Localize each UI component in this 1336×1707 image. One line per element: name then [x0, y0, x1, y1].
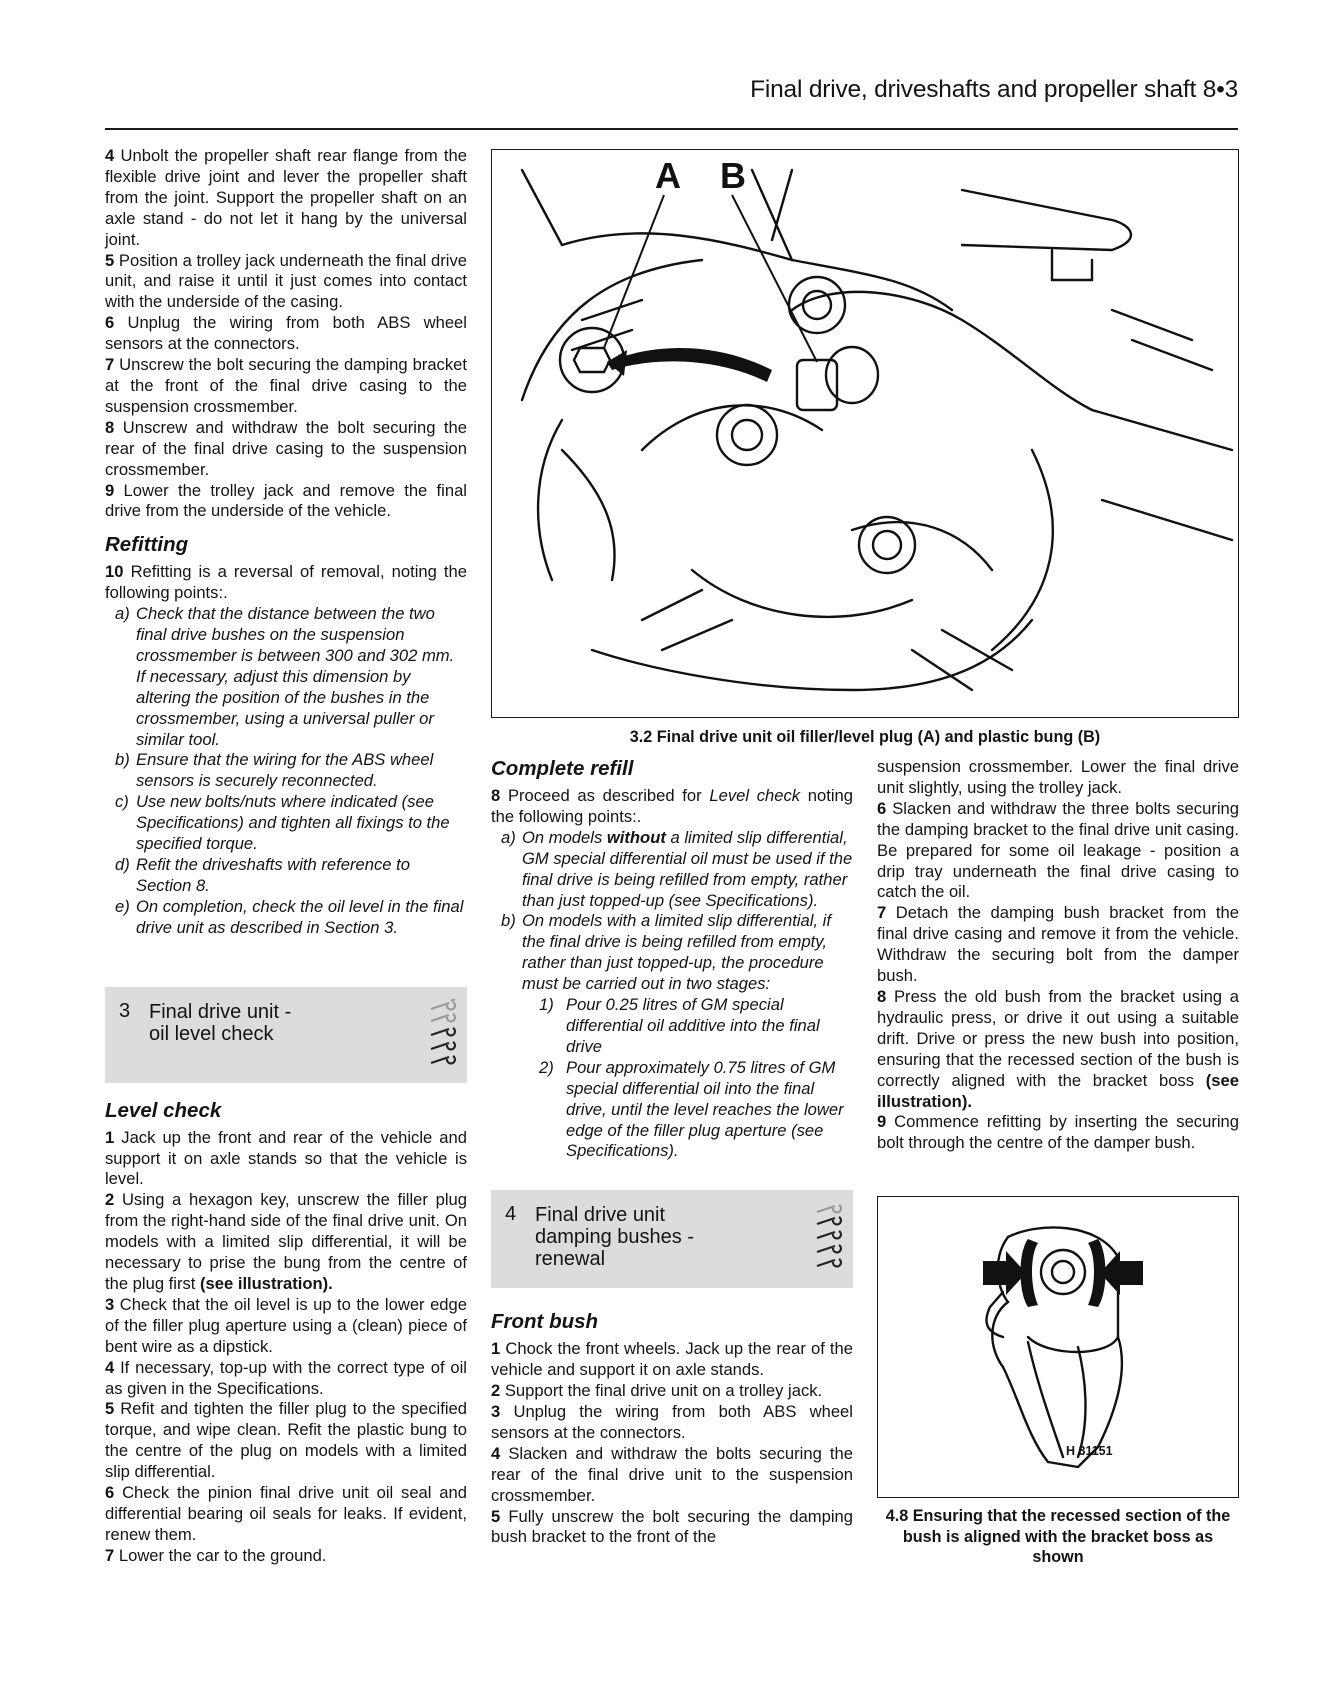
paragraph: 10 Refitting is a reversal of removal, noting the following points:.: [105, 562, 467, 603]
chapter-title: Final drive, driveshafts and propeller shaft: [750, 76, 1197, 103]
paragraph: 4 Unbolt the propeller shaft rear flange from the flexible drive joint and lever the propeller shaft from the joint. Support the propeller shaft on an axle stand - do not let it hang by the universal joint.: [105, 146, 467, 249]
section-4-box: [491, 1190, 853, 1288]
figure-3-2-caption: 3.2 Final drive unit oil filler/level plug (A) and plastic bung (B): [629, 728, 1101, 746]
paragraph: 2 Using a hexagon key, unscrew the filler plug from the right-hand side of the final drive unit. On models with a limited slip differential, it will be necessary to prise the bung from the centre of the plug first (see illustration).: [105, 1190, 467, 1293]
section-number: 4: [505, 1203, 517, 1226]
paragraph: 7 Detach the damping bush bracket from the final drive casing and remove it from the vehicle. Withdraw the securing bolt from the damper bush.: [877, 903, 1239, 986]
paragraph: 4 If necessary, top-up with the correct type of oil as given in the Specifications.: [105, 1357, 467, 1398]
list-item: e) On completion, check the oil level in the final drive unit as described in Section 3.: [115, 896, 464, 937]
header-title: [750, 76, 1238, 104]
paragraph: 1 Chock the front wheels. Jack up the rear of the vehicle and support it on axle stands.: [491, 1339, 853, 1380]
list-item: c) Use new bolts/nuts where indicated (see Specifications) and tighten all fixings to the specified torque.: [115, 792, 450, 854]
column-left: [105, 146, 467, 1567]
paragraph: 4 Slacken and withdraw the bolts securing the rear of the final drive unit to the suspension crossmember.: [491, 1443, 853, 1505]
figure-4-8-caption: 4.8 Ensuring that the recessed section of the bush is aligned with the bracket boss as shown: [885, 1507, 1231, 1566]
final-drive-illustration: [492, 150, 1238, 717]
paragraph: 5 Fully unscrew the bolt securing the damping bush bracket to the front of the: [491, 1506, 853, 1547]
refill-points-list: [491, 828, 853, 1163]
list-item: a) Check that the distance between the two final drive bushes on the suspension crossmember is between 300 and 302 mm. If necessary, adjust this dimension by altering the position of the bushes in the crossmember, using a universal puller or similar tool.: [115, 604, 455, 749]
level-check-steps: [105, 1128, 467, 1567]
stages-list: [491, 995, 853, 1162]
paragraph: 8 Unscrew and withdraw the bolt securing the rear of the final drive casing to the suspension crossmember.: [105, 417, 467, 479]
section-title: Final drive unit damping bushes - renewal: [535, 1204, 694, 1271]
paragraph: 6 Check the pinion final drive unit oil seal and differential bearing oil seals for leaks. If evident, renew them.: [105, 1483, 467, 1544]
damping-bush-illustration: [878, 1197, 1238, 1497]
label-b: B: [720, 155, 746, 196]
front-bush-steps: [491, 1339, 853, 1548]
figure-3-2: [491, 149, 1239, 718]
front-bush-heading: Front bush: [491, 1310, 599, 1334]
list-item: 1) Pour 0.25 litres of GM special differential oil additive into the final drive: [539, 995, 820, 1056]
list-item: a) On models without a limited slip differential, GM special differential oil must be used if the final drive is being refilled from empty, rather than just topped-up (see Specifications).: [501, 827, 853, 910]
difficulty-wrench-icon: [813, 1202, 843, 1272]
figure-code: H 31151: [1066, 1444, 1113, 1458]
list-item: b) On models with a limited slip differential, if the final drive is being refilled from empty, rather than just topped-up, the procedure must be carried out in two stages: 1) Pour 0.25 litres of GM special differential oil additive into the final drive 2) Pour approximately 0.75 litres of GM special differential oil into the final drive, until the level reaches the lower edge of the filler plug aperture (see Specifications).: [491, 911, 853, 1162]
list-item: 2) Pour approximately 0.75 litres of GM special differential oil into the final drive, until the level reaches the lower edge of the filler plug aperture (see Specifications).: [539, 1057, 844, 1161]
level-check-heading: Level check: [105, 1098, 222, 1122]
paragraph: 1 Jack up the front and rear of the vehicle and support it on axle stands so that the vehicle is level.: [105, 1127, 467, 1189]
refitting-points-list: [105, 604, 467, 939]
page-header: [105, 72, 1238, 130]
figure-4-8: [877, 1196, 1239, 1498]
paragraph: 5 Refit and tighten the filler plug to the specified torque, and wipe clean. Refit the plastic bung to the centre of the plug on models with a limited slip differential.: [105, 1399, 467, 1482]
paragraph: suspension crossmember. Lower the final drive unit slightly, using the trolley jack.: [877, 757, 1239, 797]
section-number: 3: [119, 999, 131, 1022]
section-title: Final drive unit - oil level check: [149, 1000, 292, 1045]
paragraph: 8 Press the old bush from the bracket using a hydraulic press, or drive it out using a suitable drift. Drive or press the new bush into position, ensuring that the recessed section of the bush is correctly aligned with the bracket boss (see illustration).: [877, 986, 1239, 1111]
removal-steps: [105, 146, 467, 522]
difficulty-wrench-icon: [427, 999, 457, 1069]
paragraph: 6 Slacken and withdraw the three bolts securing the damping bracket to the final drive unit casing. Be prepared for some oil leakage - position a drip tray underneath the final drive casing to catch the oil.: [877, 798, 1239, 902]
paragraph: 9 Lower the trolley jack and remove the final drive from the underside of the vehicle.: [105, 480, 467, 521]
list-item: b) Ensure that the wiring for the ABS wheel sensors is securely reconnected.: [115, 750, 434, 791]
paragraph: 3 Unplug the wiring from both ABS wheel sensors at the connectors.: [491, 1402, 853, 1442]
paragraph: 7 Lower the car to the ground.: [105, 1545, 327, 1565]
column-right: [877, 757, 1239, 1154]
paragraph: 6 Unplug the wiring from both ABS wheel sensors at the connectors.: [105, 313, 467, 354]
paragraph: 9 Commence refitting by inserting the securing bolt through the centre of the damper bush.: [877, 1112, 1239, 1153]
section-3-box: [105, 987, 467, 1083]
refitting-heading: Refitting: [105, 533, 189, 557]
paragraph: 7 Unscrew the bolt securing the damping bracket at the front of the final drive casing to the suspension crossmember.: [105, 355, 467, 416]
paragraph: 5 Position a trolley jack underneath the final drive unit, and raise it until it just comes into contact with the underside of the casing.: [105, 250, 467, 312]
list-item: d) Refit the driveshafts with reference to Section 8.: [115, 855, 410, 895]
page-number: 8•3: [1202, 76, 1238, 103]
paragraph: 3 Check that the oil level is up to the lower edge of the filler plug aperture using a (clean) piece of bent wire as a dipstick.: [105, 1294, 467, 1356]
paragraph: 2 Support the final drive unit on a trolley jack.: [491, 1381, 823, 1401]
column-middle: [491, 757, 853, 1548]
label-a: A: [655, 155, 681, 196]
paragraph: 8 Proceed as described for Level check noting the following points:.: [491, 786, 853, 826]
complete-refill-heading: Complete refill: [491, 757, 634, 780]
